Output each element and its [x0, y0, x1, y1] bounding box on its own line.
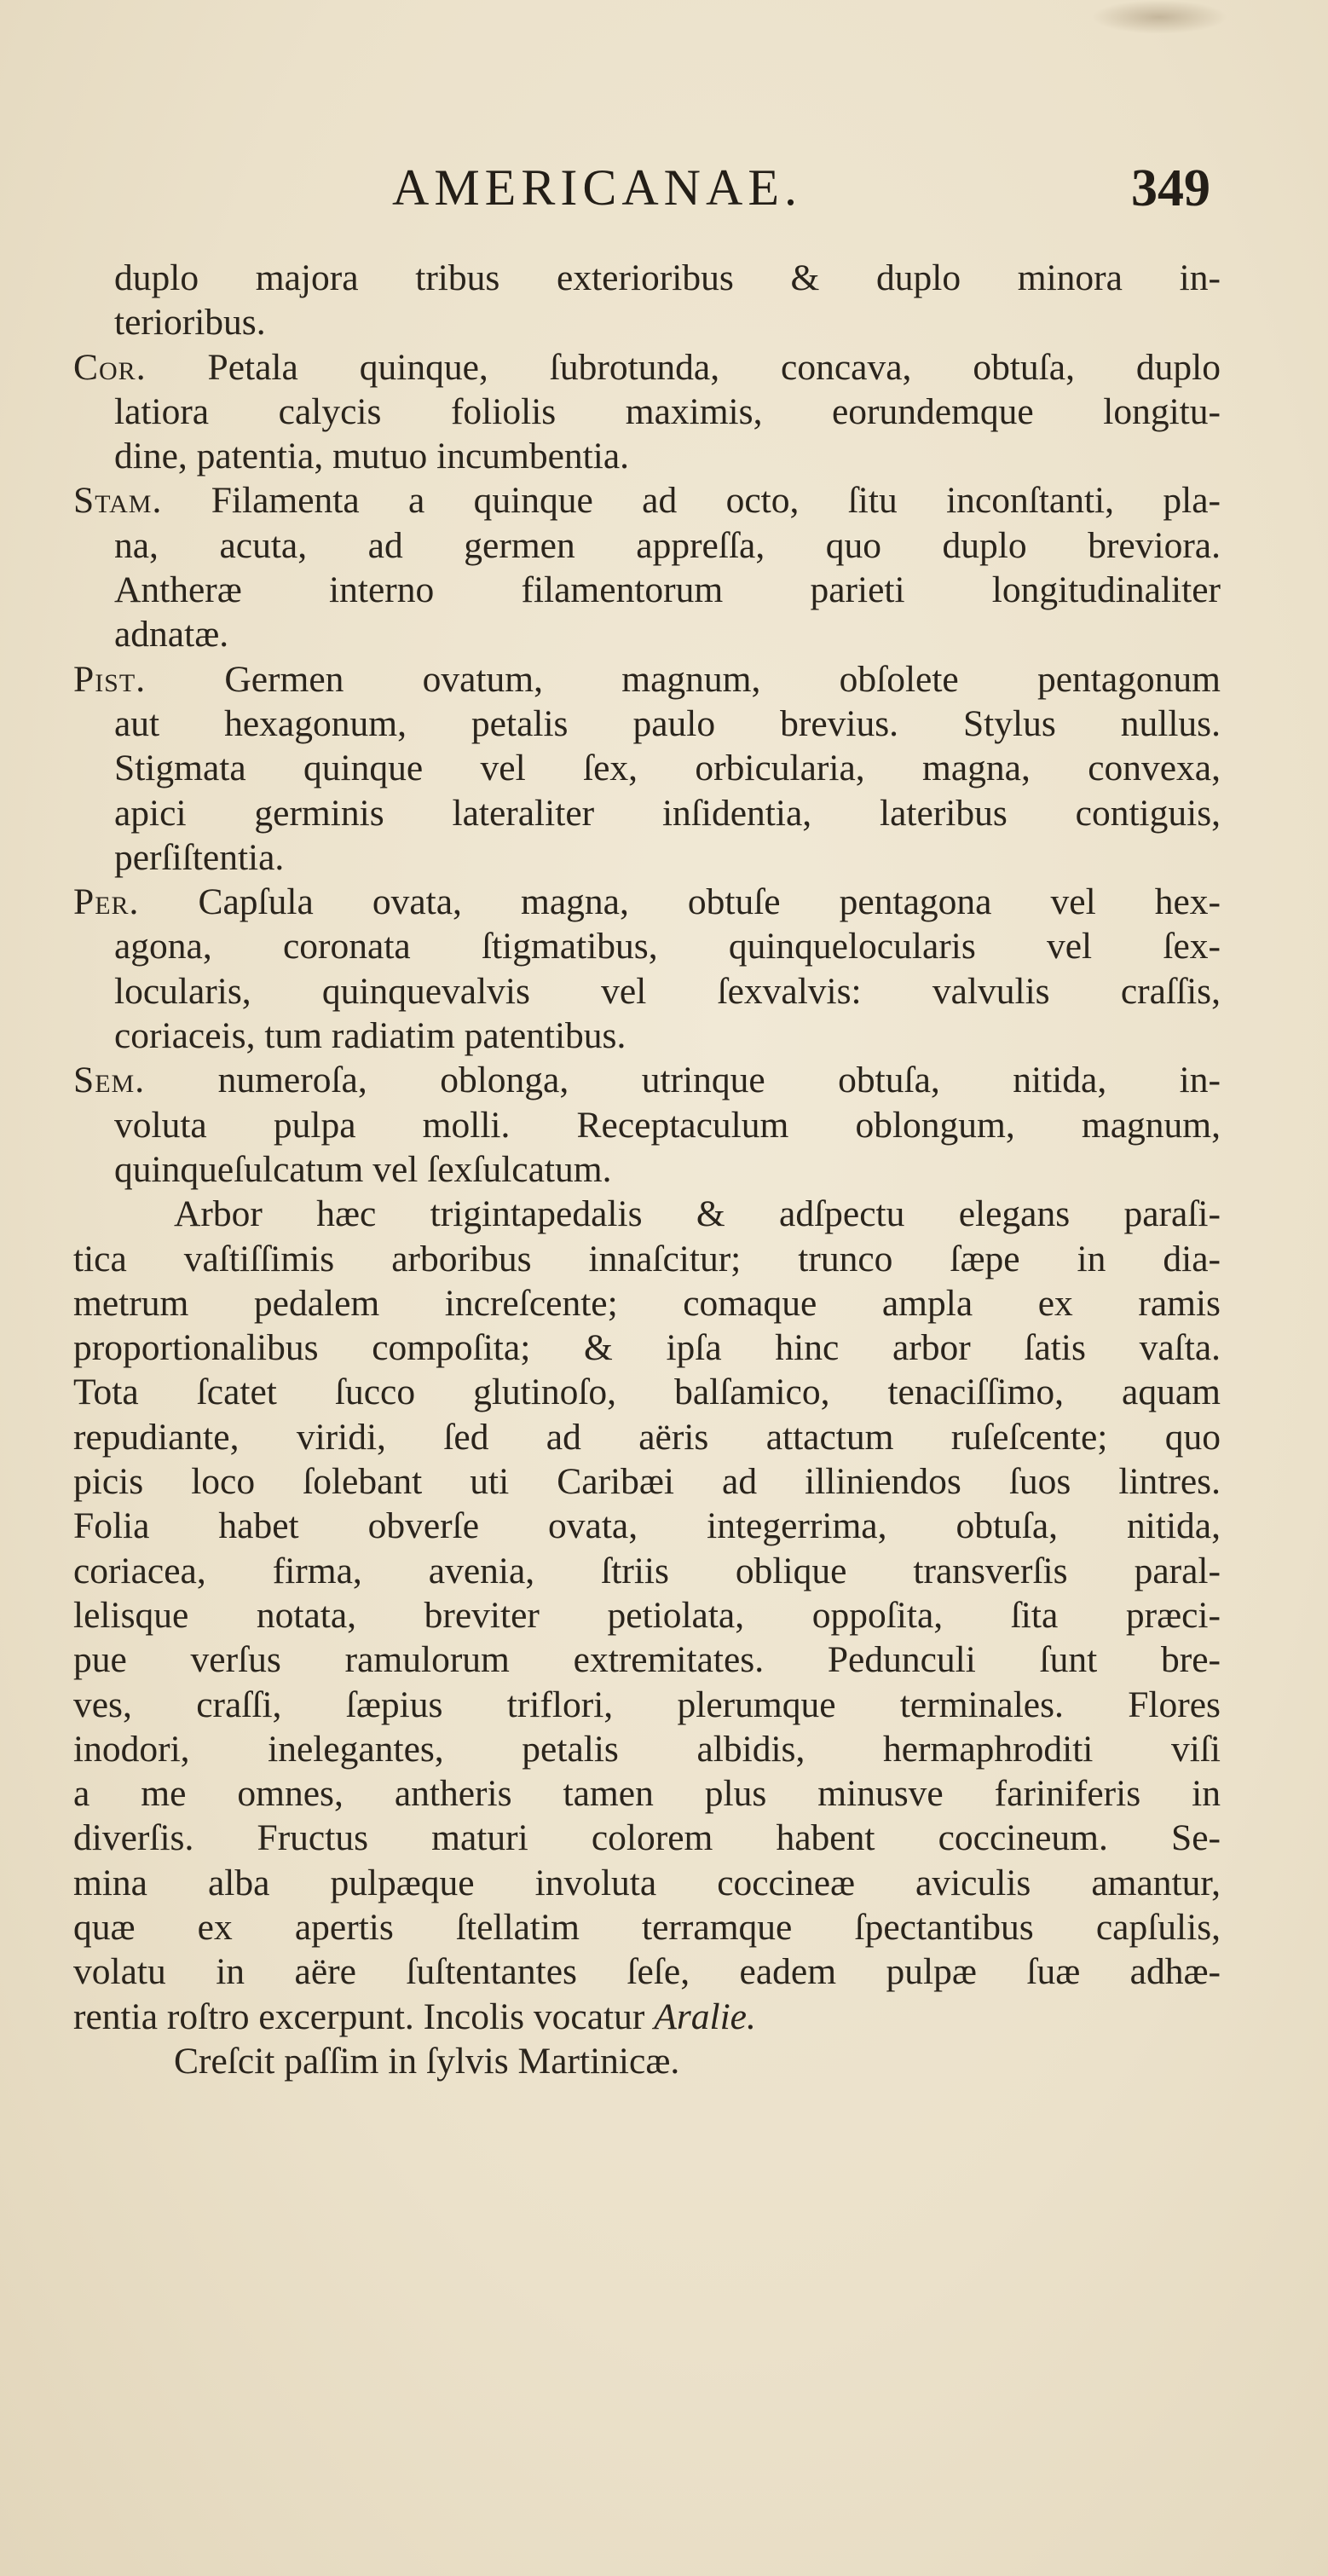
section-label-pericarp: Per.	[73, 881, 140, 923]
text-fragment: Capſula ovata, magna, obtuſe pentagona vel hex-	[198, 881, 1221, 923]
paper-stain	[1091, 0, 1227, 34]
description-line: ves, craſſi, ſæpius triflori, plerumque terminales. Flores	[73, 1684, 1221, 1725]
text-fragment: Petala quinque, ſubrotunda, concava, obtuſa, duplo	[207, 346, 1221, 388]
pistil-line	[73, 657, 1221, 702]
text-line: adnatæ.	[114, 614, 229, 656]
description-line: repudiante, viridi, ſed ad aëris attactum ruſeſcente; quo	[73, 1416, 1221, 1458]
corolla-line	[73, 345, 1221, 390]
description-line: Arbor hæc trigintapedalis & adſpectu elegans paraſi-	[174, 1193, 1221, 1235]
description-line: a me omnes, antheris tamen plus minusve fariniferis in	[73, 1773, 1221, 1815]
text-line: duplo majora tribus exterioribus & duplo minora in-	[114, 257, 1221, 298]
section-label-corolla: Cor.	[73, 346, 147, 388]
description-line: tica vaſtiſſimis arboribus innaſcitur; trunco ſæpe in dia-	[73, 1238, 1221, 1279]
description-line: Tota ſcatet ſucco glutinoſo, balſamico, tenaciſſimo, aquam	[73, 1372, 1221, 1413]
pericarp-line	[73, 880, 1221, 924]
text-fragment: rentia roſtro excerpunt. Incolis vocatur	[73, 1996, 645, 2037]
running-head: AMERICANAE.	[392, 159, 802, 216]
text-fragment: numeroſa, oblonga, utrinque obtuſa, nitida, in-	[217, 1060, 1221, 1101]
section-label-seed: Sem.	[73, 1060, 146, 1101]
stamen-line	[73, 478, 1221, 523]
text-line: aut hexagonum, petalis paulo brevius. Stylus nullus.	[114, 702, 1221, 744]
text-fragment: Filamenta a quinque ad octo, ſitu inconſtanti, pla-	[211, 480, 1221, 522]
description-line: picis loco ſolebant uti Caribæi ad illiniendos ſuos lintres.	[73, 1461, 1221, 1503]
section-label-pistil: Pist.	[73, 658, 147, 700]
description-line: pue verſus ramulorum extremitates. Pedunculi ſunt bre-	[73, 1639, 1221, 1681]
page-body	[73, 256, 1221, 2083]
description-line: quæ ex apertis ſtellatim terramque ſpectantibus capſulis,	[73, 1906, 1221, 1948]
description-last-line	[73, 1995, 1221, 2039]
text-line: apici germinis lateraliter inſidentia, lateribus contiguis,	[114, 792, 1221, 834]
description-line: volatu in aëre ſuſtentantes ſeſe, eadem pulpæ ſuæ adhæ-	[73, 1951, 1221, 1993]
description-line: mina alba pulpæque involuta coccineæ aviculis amantur,	[73, 1862, 1221, 1903]
seed-line	[73, 1058, 1221, 1102]
description-line: Folia habet obverſe ovata, integerrima, obtuſa, nitida,	[73, 1505, 1221, 1547]
text-line: agona, coronata ſtigmatibus, quinquelocularis vel ſex-	[114, 926, 1221, 967]
text-line: latiora calycis foliolis maximis, eorundemque longitu-	[114, 390, 1221, 432]
text-line: dine, patentia, mutuo incumbentia.	[114, 436, 630, 477]
section-label-stamen: Stam.	[73, 480, 163, 522]
text-line: voluta pulpa molli. Receptaculum oblongum, magnum,	[114, 1104, 1221, 1146]
habitat-line: Creſcit paſſim in ſylvis Martinicæ.	[174, 2040, 680, 2082]
text-line: perſiſtentia.	[114, 836, 285, 878]
text-line: coriaceis, tum radiatim patentibus.	[114, 1015, 626, 1057]
text-line: locularis, quinquevalvis vel ſexvalvis: valvulis craſſis,	[114, 970, 1221, 1012]
text-line: quinqueſulcatum vel ſexſulcatum.	[114, 1148, 612, 1190]
text-line: terioribus.	[114, 302, 266, 344]
description-line: proportionalibus compoſita; & ipſa hinc arbor ſatis vaſta.	[73, 1327, 1221, 1369]
text-fragment: Germen ovatum, magnum, obſolete pentagonum	[224, 658, 1221, 700]
text-line: Stigmata quinque vel ſex, orbicularia, magna, convexa,	[114, 748, 1221, 789]
description-line: metrum pedalem increſcente; comaque ampla ex ramis	[73, 1282, 1221, 1324]
description-line: coriacea, firma, avenia, ſtriis oblique transverſis paral-	[73, 1550, 1221, 1591]
description-line: inodori, inelegantes, petalis albidis, hermaphroditi viſi	[73, 1728, 1221, 1770]
text-line: Antheræ interno filamentorum parieti longitudinaliter	[114, 569, 1221, 611]
description-line: diverſis. Fructus maturi colorem habent coccineum. Se-	[73, 1817, 1221, 1859]
page-header	[77, 159, 1210, 227]
description-line: lelisque notata, breviter petiolata, oppoſita, ſita præci-	[73, 1594, 1221, 1636]
text-line: na, acuta, ad germen appreſſa, quo duplo breviora.	[114, 524, 1221, 566]
page-number: 349	[1131, 159, 1210, 217]
vernacular-name: Aralie.	[654, 1996, 756, 2037]
